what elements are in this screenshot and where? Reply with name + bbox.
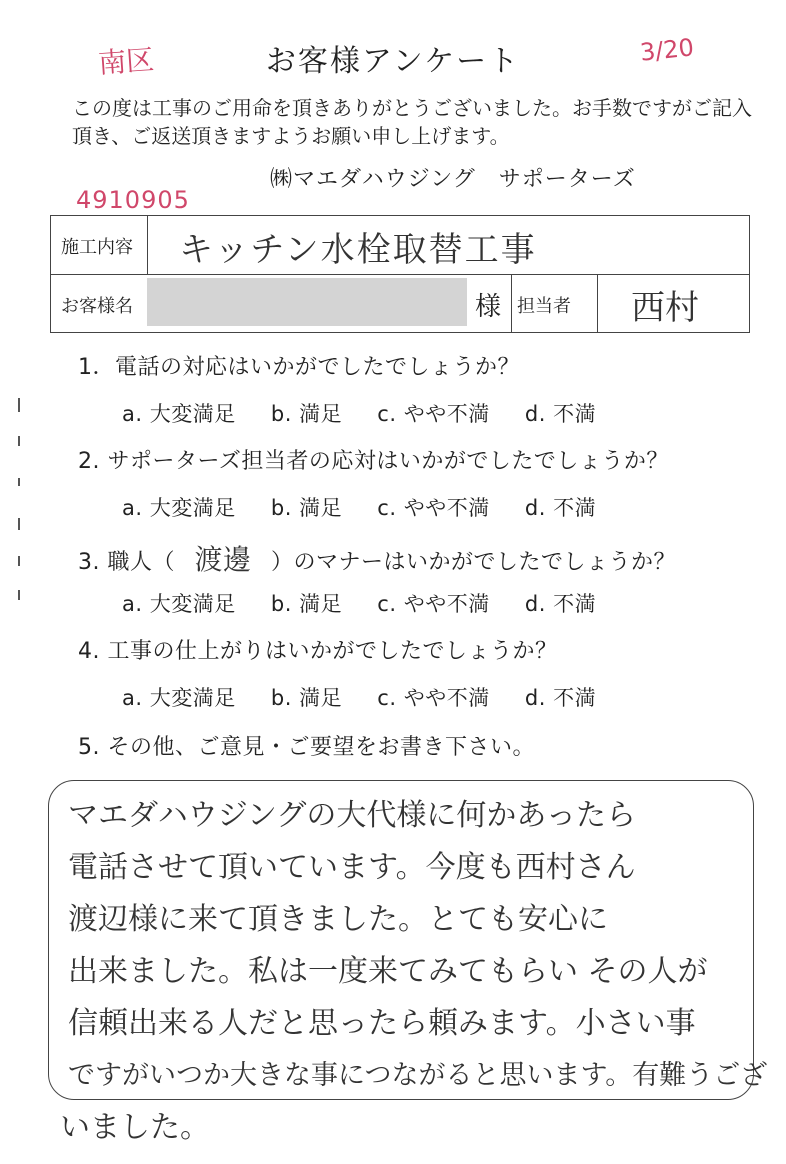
question-2: 2. サポーターズ担当者の応対はいかがでしたでしょうか？ [78, 449, 669, 474]
divider [511, 274, 512, 332]
options-3 [122, 588, 596, 618]
comment-line: 信頼出来る人だと思ったら頼みます。小さい事 [68, 1006, 696, 1041]
option-c: c. やや不満 [377, 592, 490, 616]
work-row [51, 216, 749, 275]
option-a: a. 大変満足 [122, 496, 236, 520]
comment-line: 電話させて頂いています。今度も西村さん [68, 850, 636, 885]
intro-text: この度は工事のご用命を頂きありがとうございました。お手数ですがご記入頂き、ご返送頂きますようお願い申し上げます。 [72, 96, 752, 148]
comment-line: 出来ました。私は一度来てみてもらい その人が [68, 954, 708, 989]
comment-line: ですがいつか大きな事につながると思います。有難うござ [68, 1060, 768, 1091]
redacted-name [147, 278, 467, 326]
district-note: 南区 [97, 43, 156, 80]
question-5: 5. その他、ご意見・ご要望をお書き下さい。 [78, 735, 535, 760]
option-b: b. 満足 [270, 686, 343, 710]
margin-mark [18, 398, 20, 412]
options-1 [122, 398, 596, 428]
info-table [50, 215, 750, 333]
question-3-prefix: 3. 職人（ [78, 550, 175, 575]
option-a: a. 大変満足 [122, 402, 236, 426]
margin-mark [18, 478, 20, 486]
comment-text [60, 790, 768, 1154]
margin-mark [18, 436, 20, 446]
option-b: b. 満足 [270, 592, 343, 616]
question-3-suffix: ）のマナーはいかがでしたでしょうか？ [270, 550, 676, 575]
staff-value: 西村 [631, 288, 699, 328]
margin-mark [18, 556, 20, 566]
question-1: 1．電話の対応はいかがでしたでしょうか？ [78, 355, 520, 380]
option-c: c. やや不満 [377, 402, 490, 426]
customer-number: 4910905 [76, 186, 190, 214]
option-c: c. やや不満 [377, 496, 490, 520]
work-label: 施工内容 [61, 237, 133, 258]
staff-label: 担当者 [517, 296, 571, 317]
comment-line: 渡辺様に来て頂きました。とても安心に [68, 902, 608, 937]
comment-line: マエダハウジングの大代様に何かあったら [68, 798, 637, 833]
option-a: a. 大変満足 [122, 686, 236, 710]
divider [147, 216, 148, 274]
question-3 [78, 538, 676, 578]
comment-line: いました。 [60, 1110, 210, 1145]
work-value: キッチン水栓取替工事 [179, 230, 537, 270]
company-name: ㈱マエダハウジング サポーターズ [270, 167, 636, 192]
question-4: 4. 工事の仕上がりはいかがでしたでしょうか？ [78, 639, 558, 664]
craftsman-name: 渡邊 [194, 543, 252, 576]
customer-label: お客様名 [61, 296, 133, 317]
page-title: お客様アンケート [265, 44, 521, 79]
honorific: 様 [475, 292, 502, 322]
option-b: b. 満足 [270, 402, 343, 426]
option-a: a. 大変満足 [122, 592, 236, 616]
margin-mark [18, 590, 20, 600]
option-d: d. 不満 [524, 686, 597, 710]
options-4 [122, 682, 596, 712]
option-b: b. 満足 [270, 496, 343, 520]
margin-mark [18, 518, 20, 530]
options-2 [122, 492, 596, 522]
customer-row [51, 274, 749, 332]
option-d: d. 不満 [524, 496, 597, 520]
date-note: 3/20 [638, 33, 696, 67]
option-d: d. 不満 [524, 592, 597, 616]
option-d: d. 不満 [524, 402, 597, 426]
option-c: c. やや不満 [377, 686, 490, 710]
divider [597, 274, 598, 332]
